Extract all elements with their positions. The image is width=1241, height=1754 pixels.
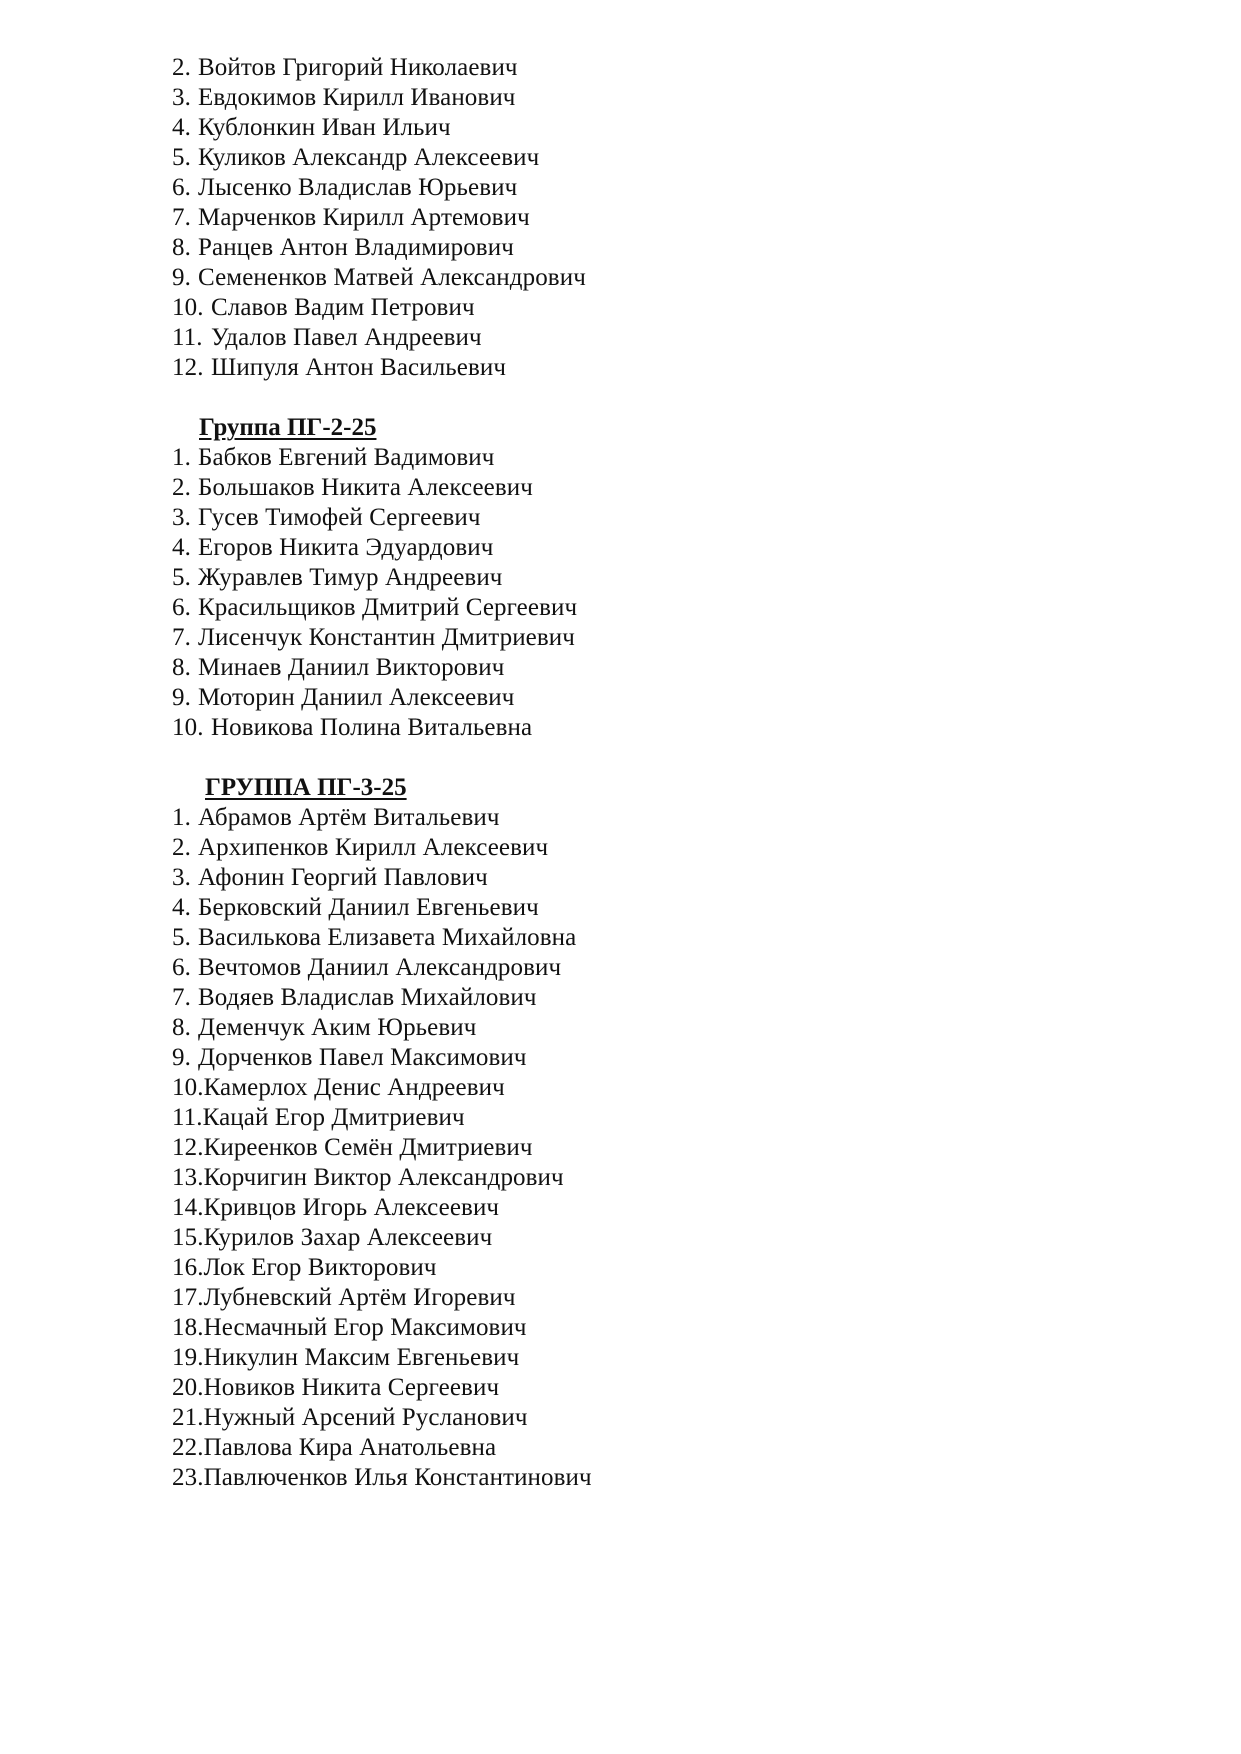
student-name: Новикова Полина Витальевна (211, 714, 533, 741)
section-group-pg-2-25 (172, 413, 1072, 743)
item-number: 15. (172, 1224, 204, 1251)
list-item (172, 833, 1072, 863)
item-number: 4. (172, 894, 191, 921)
student-name: Водяев Владислав Михайлович (198, 984, 537, 1011)
item-number: 2. (172, 834, 191, 861)
list-item (172, 623, 1072, 653)
student-name: Кацай Егор Дмитриевич (202, 1104, 465, 1131)
student-name: Несмачный Егор Максимович (203, 1314, 527, 1341)
item-number: 9. (172, 264, 191, 291)
item-number: 2. (172, 54, 191, 81)
list-item (172, 1013, 1072, 1043)
item-number: 12. (172, 354, 204, 381)
list-item (172, 503, 1072, 533)
section-continued-group (172, 53, 1072, 383)
item-number: 13. (172, 1164, 204, 1191)
list-item (172, 1313, 1072, 1343)
list-item (172, 683, 1072, 713)
item-number: 5. (172, 564, 191, 591)
list-item (172, 473, 1072, 503)
list-item (172, 1433, 1072, 1463)
student-name: Василькова Елизавета Михайловна (198, 924, 577, 951)
student-list (172, 53, 1072, 1493)
list-item (172, 1403, 1072, 1433)
student-name: Берковский Даниил Евгеньевич (198, 894, 539, 921)
student-name: Евдокимов Кирилл Иванович (198, 84, 516, 111)
student-name: Архипенков Кирилл Алексеевич (198, 834, 549, 861)
item-number: 4. (172, 534, 191, 561)
list-item (172, 53, 1072, 83)
item-number: 19. (172, 1344, 204, 1371)
list-item (172, 713, 1072, 743)
student-name: Славов Вадим Петрович (211, 294, 475, 321)
list-item (172, 1343, 1072, 1373)
student-name: Курилов Захар Алексеевич (203, 1224, 493, 1251)
list-item (172, 1163, 1072, 1193)
item-number: 4. (172, 114, 191, 141)
student-name: Павлюченков Илья Константинович (203, 1464, 592, 1491)
list-item (172, 863, 1072, 893)
list-item (172, 83, 1072, 113)
item-number: 3. (172, 864, 191, 891)
item-number: 6. (172, 594, 191, 621)
list-item (172, 1103, 1072, 1133)
item-number: 18. (172, 1314, 204, 1341)
student-name: Корчигин Виктор Александрович (203, 1164, 564, 1191)
student-name: Шипуля Антон Васильевич (211, 354, 507, 381)
list-item (172, 323, 1072, 353)
student-name: Киреенков Семён Дмитриевич (203, 1134, 533, 1161)
item-number: 8. (172, 654, 191, 681)
list-item (172, 1043, 1072, 1073)
student-name: Ранцев Антон Владимирович (198, 234, 514, 261)
list-item (172, 113, 1072, 143)
list-item (172, 173, 1072, 203)
student-name: Войтов Григорий Николаевич (198, 54, 518, 81)
section-spacer (172, 743, 1072, 773)
student-name: Красильщиков Дмитрий Сергеевич (198, 594, 578, 621)
student-name: Камерлох Денис Андреевич (203, 1074, 505, 1101)
list-item (172, 1253, 1072, 1283)
item-number: 5. (172, 144, 191, 171)
item-number: 12. (172, 1134, 204, 1161)
item-number: 22. (172, 1434, 204, 1461)
student-name: Большаков Никита Алексеевич (198, 474, 533, 501)
student-name: Бабков Евгений Вадимович (198, 444, 495, 471)
student-name: Егоров Никита Эдуардович (198, 534, 494, 561)
item-number: 7. (172, 624, 191, 651)
item-number: 3. (172, 84, 191, 111)
item-number: 1. (172, 804, 191, 831)
item-number: 7. (172, 204, 191, 231)
section-group-pg-3-25 (172, 773, 1072, 1493)
student-name: Минаев Даниил Викторович (198, 654, 505, 681)
list-item (172, 653, 1072, 683)
item-number: 9. (172, 1044, 191, 1071)
item-number: 2. (172, 474, 191, 501)
group-heading: Группа ПГ-2-25 (199, 414, 377, 441)
list-item (172, 443, 1072, 473)
student-name: Лысенко Владислав Юрьевич (198, 174, 518, 201)
list-item (172, 1373, 1072, 1403)
student-name: Лисенчук Константин Дмитриевич (198, 624, 575, 651)
student-name: Куликов Александр Алексеевич (198, 144, 540, 171)
item-number: 17. (172, 1284, 204, 1311)
group-heading: ГРУППА ПГ-3-25 (205, 774, 407, 801)
item-number: 14. (172, 1194, 204, 1221)
item-number: 6. (172, 954, 191, 981)
item-number: 10. (172, 714, 204, 741)
list-item (172, 263, 1072, 293)
item-number: 20. (172, 1374, 204, 1401)
item-number: 8. (172, 1014, 191, 1041)
list-item (172, 293, 1072, 323)
item-number: 10. (172, 1074, 204, 1101)
item-number: 3. (172, 504, 191, 531)
item-number: 5. (172, 924, 191, 951)
list-item (172, 533, 1072, 563)
list-item (172, 1463, 1072, 1493)
student-name: Удалов Павел Андреевич (211, 324, 482, 351)
list-item (172, 803, 1072, 833)
student-name: Марченков Кирилл Артемович (198, 204, 530, 231)
student-name: Никулин Максим Евгеньевич (203, 1344, 520, 1371)
list-item (172, 1223, 1072, 1253)
list-item (172, 893, 1072, 923)
student-name: Вечтомов Даниил Александрович (198, 954, 562, 981)
student-name: Моторин Даниил Алексеевич (198, 684, 515, 711)
item-number: 7. (172, 984, 191, 1011)
section-spacer (172, 383, 1072, 413)
list-item (172, 143, 1072, 173)
student-name: Семененков Матвей Александрович (198, 264, 586, 291)
student-name: Кублонкин Иван Ильич (198, 114, 451, 141)
student-name: Дорченков Павел Максимович (198, 1044, 527, 1071)
item-number: 9. (172, 684, 191, 711)
list-item (172, 563, 1072, 593)
list-item (172, 1193, 1072, 1223)
list-item (172, 983, 1072, 1013)
item-number: 1. (172, 444, 191, 471)
student-name: Павлова Кира Анатольевна (203, 1434, 497, 1461)
item-number: 11. (172, 1104, 203, 1131)
list-item (172, 353, 1072, 383)
student-name: Лубневский Артём Игоревич (203, 1284, 516, 1311)
list-item (172, 1073, 1072, 1103)
list-item (172, 1283, 1072, 1313)
student-name: Нужный Арсений Русланович (203, 1404, 528, 1431)
item-number: 21. (172, 1404, 204, 1431)
item-number: 8. (172, 234, 191, 261)
student-name: Журавлев Тимур Андреевич (198, 564, 503, 591)
list-item (172, 233, 1072, 263)
student-name: Деменчук Аким Юрьевич (198, 1014, 477, 1041)
student-name: Кривцов Игорь Алексеевич (203, 1194, 500, 1221)
list-item (172, 593, 1072, 623)
student-name: Абрамов Артём Витальевич (198, 804, 500, 831)
student-name: Новиков Никита Сергеевич (203, 1374, 500, 1401)
item-number: 23. (172, 1464, 204, 1491)
list-item (172, 953, 1072, 983)
item-number: 11. (172, 324, 203, 351)
list-item (172, 1133, 1072, 1163)
student-name: Лок Егор Викторович (203, 1254, 437, 1281)
item-number: 10. (172, 294, 204, 321)
student-name: Гусев Тимофей Сергеевич (198, 504, 481, 531)
list-item (172, 203, 1072, 233)
item-number: 6. (172, 174, 191, 201)
list-item (172, 923, 1072, 953)
student-name: Афонин Георгий Павлович (198, 864, 488, 891)
item-number: 16. (172, 1254, 204, 1281)
